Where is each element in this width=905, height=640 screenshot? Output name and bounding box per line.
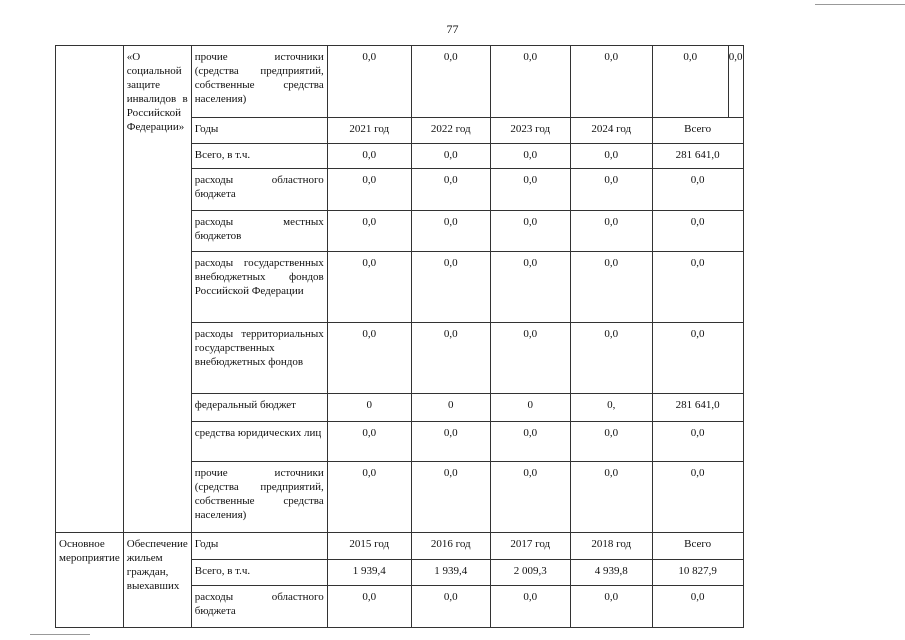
value-cell: 0,0 [327,323,411,394]
value-cell: 0, [570,394,652,422]
row-label: расходы местных бюджетов [191,211,327,252]
row-label: расходы территориальных государственных внебюджетных фондов [191,323,327,394]
year-header: 2023 год [490,118,570,144]
row-label: федеральный бюджет [191,394,327,422]
scan-edge-line [815,4,905,5]
value-cell: 0,0 [411,169,490,211]
row-label: средства юридических лиц [191,422,327,462]
total-header: Всего [652,533,743,560]
value-cell: 0,0 [490,252,570,323]
value-cell: 0,0 [327,586,411,628]
year-header: 2024 год [570,118,652,144]
value-cell: 0,0 [411,144,490,169]
value-cell: 0,0 [411,211,490,252]
row-label: Всего, в т.ч. [191,144,327,169]
value-cell: 1 939,4 [411,560,490,586]
value-cell: 0,0 [570,323,652,394]
value-cell: 0,0 [570,211,652,252]
value-cell: 0,0 [570,586,652,628]
value-cell: 0,0 [490,586,570,628]
program-title-cell: «О социальной защите инвалидов в Российской Федерации» [123,46,191,533]
total-header: Всего [652,118,743,144]
value-cell: 0,0 [490,46,570,118]
value-cell: 0,0 [570,144,652,169]
total-cell: 0,0 [652,586,743,628]
value-cell: 0,0 [570,169,652,211]
value-cell: 0,0 [490,169,570,211]
split-value-cell [652,46,743,118]
row-label: прочие источники (средства предприятий, собственные средства населения) [191,46,327,118]
funding-table [55,45,902,628]
years-label: Годы [191,118,327,144]
total-cell: 0,0 [652,252,743,323]
year-header: 2016 год [411,533,490,560]
value-cell: 1 939,4 [327,560,411,586]
value-cell: 0,0 [327,252,411,323]
total-cell: 0,0 [652,462,743,533]
value-cell: 0,0 [490,144,570,169]
total-cell: 281 641,0 [652,394,743,422]
value-cell: 0,0 [327,462,411,533]
value-cell: 0,0 [570,252,652,323]
value-cell: 0,0 [653,46,729,117]
value-cell: 0,0 [570,462,652,533]
row-label: расходы государственных внебюджетных фондов Российской Федерации [191,252,327,323]
value-cell: 0,0 [570,46,652,118]
value-cell: 0,0 [327,169,411,211]
scan-edge-line [30,634,90,635]
header-row [56,533,902,560]
value-cell: 0,0 [490,462,570,533]
value-cell: 0,0 [411,586,490,628]
category-cell-empty [56,46,124,533]
row-label: Всего, в т.ч. [191,560,327,586]
row-label: прочие источники (средства предприятий, собственные средства населения) [191,462,327,533]
value-cell: 0,0 [411,462,490,533]
value-cell: 0,0 [327,211,411,252]
value-cell: 0 [490,394,570,422]
year-header: 2021 год [327,118,411,144]
years-label: Годы [191,533,327,560]
total-cell: 10 827,9 [652,560,743,586]
value-cell: 0,0 [490,211,570,252]
row-label: расходы областного бюджета [191,586,327,628]
page-number: 77 [446,22,459,36]
total-cell: 0,0 [652,211,743,252]
value-cell: 0,0 [411,422,490,462]
year-header: 2018 год [570,533,652,560]
value-cell: 0,0 [327,422,411,462]
row-label: расходы областного бюджета [191,169,327,211]
table-row [56,46,902,118]
value-cell: 0,0 [570,422,652,462]
value-cell: 0,0 [728,51,743,63]
value-cell: 4 939,8 [570,560,652,586]
value-cell: 0 [411,394,490,422]
value-cell: 0,0 [327,144,411,169]
value-cell: 0,0 [490,422,570,462]
year-header: 2022 год [411,118,490,144]
total-cell: 0,0 [652,422,743,462]
value-cell: 0,0 [327,46,411,118]
value-cell: 0 [327,394,411,422]
total-cell: 0,0 [652,323,743,394]
value-cell: 2 009,3 [490,560,570,586]
total-cell: 0,0 [652,169,743,211]
value-cell: 0,0 [411,46,490,118]
activity-title-cell: Обеспечение жильем граждан, выехавших [123,533,191,628]
year-header: 2017 год [490,533,570,560]
value-cell: 0,0 [490,323,570,394]
value-cell: 0,0 [411,252,490,323]
category-cell: Основное мероприятие [56,533,124,628]
year-header: 2015 год [327,533,411,560]
value-cell: 0,0 [411,323,490,394]
total-cell: 281 641,0 [652,144,743,169]
